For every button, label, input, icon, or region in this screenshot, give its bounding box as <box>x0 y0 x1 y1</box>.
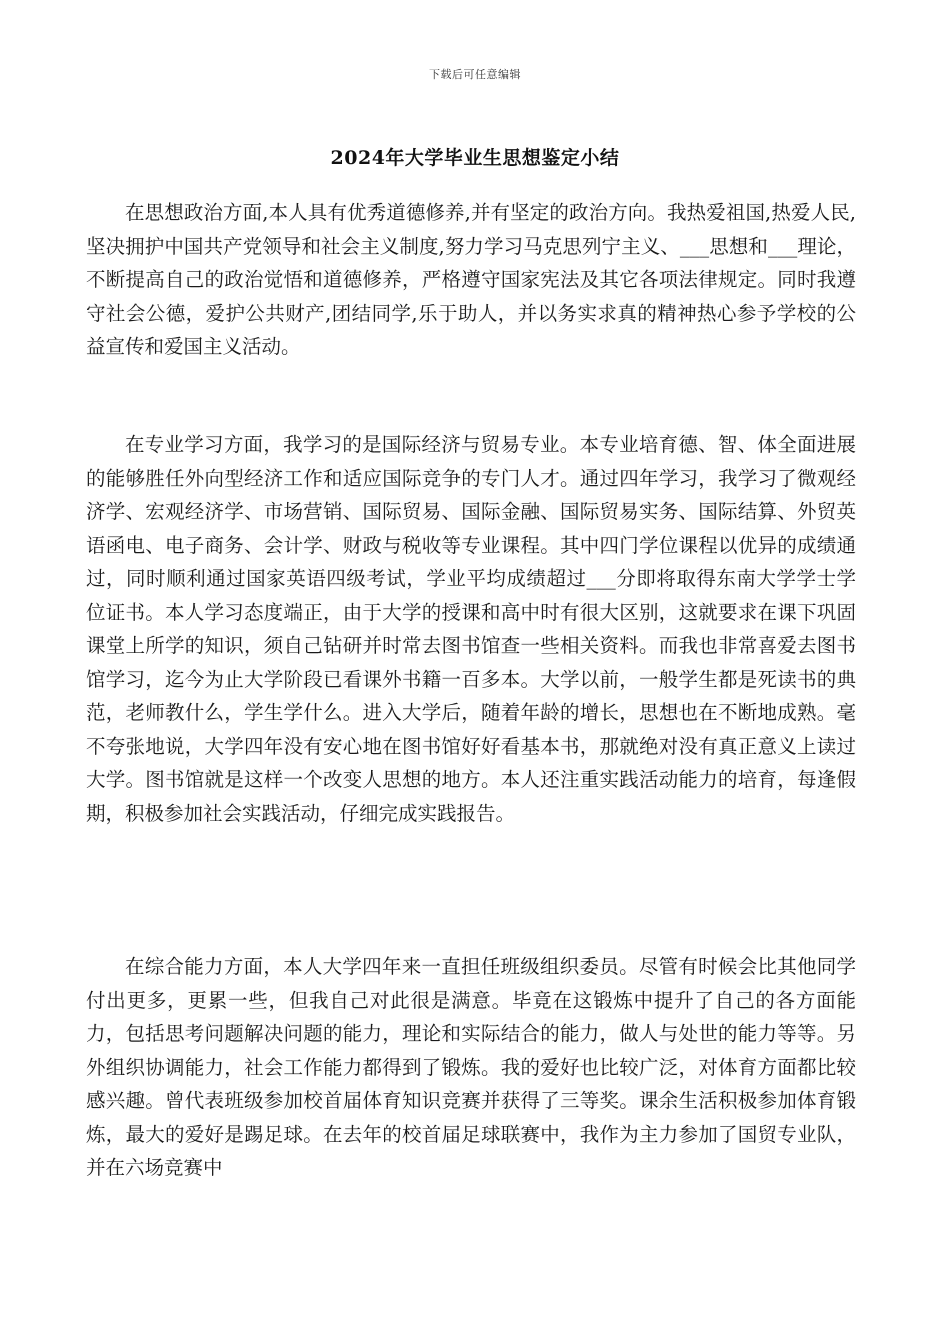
paragraph-political: 在思想政治方面,本人具有优秀道德修养,并有坚定的政治方向。我热爱祖国,热爱人民,坚决拥护中国共产党领导和社会主义制度,努力学习马克思列宁主义、___思想和___理论，不断提高自己的政治觉悟和道德修养，严格遵守国家宪法及其它各项法律规定。同时我遵守社会公德，爱护公共财产,团结同学,乐于助人，并以务实求真的精神热心参予学校的公益宣传和爱国主义活动。 <box>86 201 856 358</box>
paragraph-academic: 在专业学习方面，我学习的是国际经济与贸易专业。本专业培育德、智、体全面进展的能够胜任外向型经济工作和适应国际竞争的专门人才。通过四年学习，我学习了微观经济学、宏观经济学、市场营销、国际贸易、国际金融、国际贸易实务、国际结算、外贸英语函电、电子商务、会计学、财政与税收等专业课程。其中四门学位课程以优异的成绩通过，同时顺利通过国家英语四级考试，学业平均成绩超过___分即将取得东南大学学士学位证书。本人学习态度端正，由于大学的授课和高中时有很大区别，这就要求在课下巩固课堂上所学的知识，须自己钻研并时常去图书馆查一些相关资料。而我也非常喜爱去图书馆学习，迄今为止大学阶段已看课外书籍一百多本。大学以前，一般学生都是死读书的典范，老师教什么，学生学什么。进入大学后，随着年龄的增长，思想也在不断地成熟。毫不夸张地说，大学四年没有安心地在图书馆好好看基本书，那就绝对没有真正意义上读过大学。图书馆就是这样一个改变人思想的地方。本人还注重实践活动能力的培育，每逢假期，积极参加社会实践活动，仔细完成实践报告。 <box>86 433 856 825</box>
header-note: 下载后可任意编辑 <box>429 68 521 81</box>
document-title: 2024年大学毕业生思想鉴定小结 <box>330 147 620 169</box>
paragraph-abilities: 在综合能力方面，本人大学四年来一直担任班级组织委员。尽管有时候会比其他同学付出更多，更累一些，但我自己对此很是满意。毕竟在这锻炼中提升了自己的各方面能力，包括思考问题解决问题的能力，理论和实际结合的能力，做人与处世的能力等等。另外组织协调能力，社会工作能力都得到了锻炼。我的爱好也比较广泛，对体育方面都比较感兴趣。曾代表班级参加校首届体育知识竞赛并获得了三等奖。课余生活积极参加体育锻炼，最大的爱好是踢足球。在去年的校首届足球联赛中，我作为主力参加了国贸专业队，并在六场竞赛中 <box>86 955 856 1179</box>
